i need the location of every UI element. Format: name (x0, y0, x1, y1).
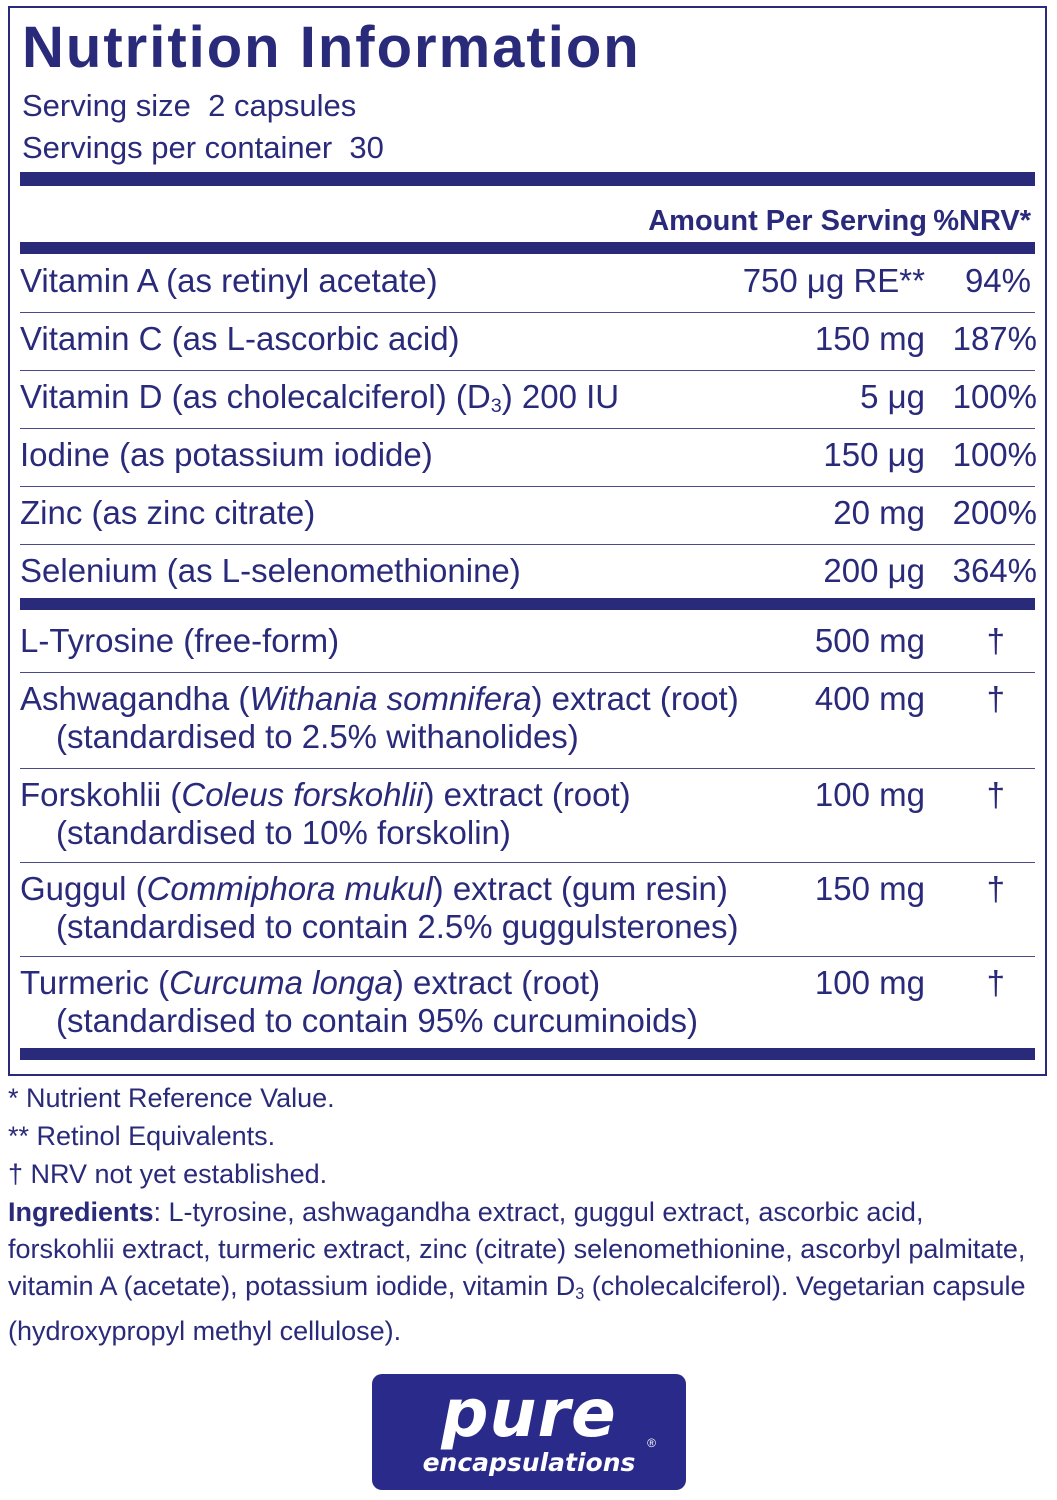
row-divider (20, 312, 1035, 313)
nutrient-name: Vitamin C (as L-ascorbic acid) (20, 320, 460, 357)
ingredient-name (20, 870, 728, 908)
nutrient-name: Zinc (as zinc citrate) (20, 494, 316, 531)
ingredient-nrv-dagger: † (986, 870, 1005, 907)
nutrient-amount: 150 μg (823, 436, 925, 473)
nutrient-nrv: 187% (952, 320, 1037, 357)
divider-thick (20, 172, 1035, 186)
row-divider (20, 956, 1035, 957)
nutrient-nrv: 100% (952, 378, 1037, 415)
ingredient-name-post: ) extract (root) (423, 776, 631, 813)
divider-section (20, 598, 1035, 610)
ingredient-name-post: ) extract (root) (392, 964, 601, 1001)
ingredients-subscript: 3 (575, 1285, 585, 1303)
ingredient-standardisation: (standardised to 10% forskolin) (56, 814, 511, 851)
nutrient-amount: 750 μg RE** (742, 262, 925, 299)
ingredient-name-post: ) extract (root) (531, 680, 739, 717)
servings-per-container-value: 30 (349, 130, 384, 165)
ingredients-text-1: : L-tyrosine, ashwagandha extract, guggul extract, ascorbic acid, forskohlii extract, turmeric extract, zinc (citrate) selenomethionine, ascorbyl palmitate, vitamin A (acetate), potassium iodide, vitamin D (8, 1197, 1026, 1301)
serving-size-label: Serving size (22, 88, 191, 123)
ingredient-standardisation: (standardised to contain 2.5% guggulsterones) (56, 908, 739, 945)
ingredient-name (20, 776, 631, 814)
ingredient-name-pre: Turmeric ( (20, 964, 170, 1001)
ingredient-latin-name: Withania somnifera (249, 680, 532, 717)
ingredient-nrv-dagger: † (986, 964, 1005, 1001)
ingredient-name (20, 964, 600, 1002)
nutrient-name-post: ) 200 IU (501, 378, 620, 415)
row-divider (20, 370, 1035, 371)
nutrient-amount: 5 μg (860, 378, 925, 415)
ingredients-text-2: (cholecalciferol). Vegetarian capsule (hydroxypropyl methyl cellulose). (8, 1271, 1026, 1346)
header-amount-per-serving: Amount Per Serving (648, 205, 927, 237)
ingredient-name-post: ) extract (gum resin) (432, 870, 728, 907)
ingredient-name-pre: Forskohlii ( (20, 776, 182, 813)
nutrient-nrv: 200% (952, 494, 1037, 531)
nutrient-amount: 20 mg (833, 494, 925, 531)
nutrient-name-subscript: 3 (490, 395, 502, 417)
ingredient-name (20, 680, 739, 718)
nutrient-name: Selenium (as L-selenomethionine) (20, 552, 521, 589)
ingredient-latin-name: Curcuma longa (169, 964, 393, 1001)
serving-size (22, 88, 356, 124)
row-divider (20, 428, 1035, 429)
ingredient-nrv-dagger: † (986, 622, 1005, 659)
logo-registered-mark: ® (647, 1436, 656, 1450)
ingredient-nrv-dagger: † (986, 680, 1005, 717)
ingredient-amount: 100 mg (814, 964, 925, 1001)
ingredient-amount: 400 mg (814, 680, 925, 717)
nutrient-nrv: 94% (964, 262, 1031, 299)
ingredient-nrv-dagger: † (986, 776, 1005, 813)
ingredient-name-pre: Guggul ( (20, 870, 147, 907)
footnote-dagger: † NRV not yet established. (8, 1159, 328, 1189)
footnote-nrv: * Nutrient Reference Value. (8, 1083, 335, 1113)
logo-subtext: encapsulations (422, 1448, 636, 1477)
row-divider (20, 486, 1035, 487)
ingredients-paragraph (8, 1194, 1028, 1350)
ingredient-name-pre: Ashwagandha ( (20, 680, 250, 717)
nutrient-name: Iodine (as potassium iodide) (20, 436, 433, 473)
nutrient-nrv: 100% (952, 436, 1037, 473)
nutrient-name-pre: Vitamin D (as cholecalciferol) (D (20, 378, 491, 415)
nutrition-panel (8, 6, 1047, 1076)
row-divider (20, 672, 1035, 673)
row-divider (20, 544, 1035, 545)
row-divider (20, 862, 1035, 863)
ingredient-amount: 500 mg (814, 622, 925, 659)
footnote-retinol: ** Retinol Equivalents. (8, 1121, 276, 1151)
nutrient-nrv: 364% (952, 552, 1037, 589)
nutrient-amount: 200 μg (823, 552, 925, 589)
ingredients-label: Ingredients (8, 1197, 154, 1227)
ingredient-latin-name: Commiphora mukul (146, 870, 433, 907)
divider-header (20, 242, 1035, 254)
brand-logo (372, 1374, 686, 1490)
nutrient-amount: 150 mg (814, 320, 925, 357)
ingredient-amount: 150 mg (814, 870, 925, 907)
ingredient-amount: 100 mg (814, 776, 925, 813)
nutrient-name: Vitamin A (as retinyl acetate) (20, 262, 438, 299)
serving-size-value: 2 capsules (208, 88, 357, 123)
panel-title: Nutrition Information (22, 15, 641, 80)
nutrient-name (20, 378, 619, 425)
header-nrv: %NRV* (933, 205, 1031, 237)
servings-per-container-label: Servings per container (22, 130, 333, 165)
ingredient-standardisation: (standardised to contain 95% curcuminoids) (56, 1002, 699, 1039)
divider-bottom (20, 1048, 1035, 1060)
ingredient-standardisation: (standardised to 2.5% withanolides) (56, 718, 579, 755)
logo-wordmark: pure (441, 1375, 617, 1452)
servings-per-container (22, 130, 384, 166)
ingredient-name: L-Tyrosine (free-form) (20, 622, 340, 659)
row-divider (20, 768, 1035, 769)
ingredient-latin-name: Coleus forskohlii (181, 776, 424, 813)
